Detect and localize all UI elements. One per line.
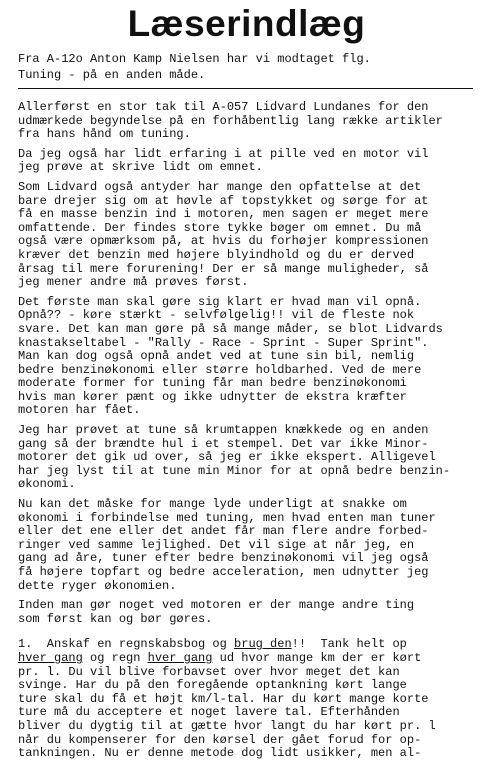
item-1-line2-mid: og regn [82,650,148,665]
paragraph-7: Inden man gør noget ved motoren er der mange andre ting som først kan og bør gøres. [18,598,415,626]
page-title: Læserindlæg [127,3,366,44]
item-1-text-start: 1. Anskaf en regnskabsbog og [18,637,235,652]
underlined-brug-den: brug den [234,637,292,652]
paragraph-6: Nu kan det måske for mange lyde underligt at snakke om økonomi i forbindelse med tuning, men hvad enten man tuner eller det ene eller det andet får man flere andre forbed- ringer ved samme lejlighed. Det vil sige at når jeg, en gang ad åre, tuner efter bedre benzinøkonomi vil jeg også få højere topfart og bedre acceleration, men udnytter jeg dette ryger økonomien. [18,497,436,593]
intro-sender-line: Fra A-12o Anton Kamp Nielsen har vi modtaget flg. [18,52,371,66]
paragraph-4: Det første man skal gøre sig klart er hvad man vil opnå. Opnå?? - køre stærkt - selvfølgelig!! vil de fleste nok svare. Det kan man gøre på så mange måder, se blot Lidvards knastakseltabel - "Rally - Race - Sprint - Super Sprint". Man kan dog også opnå andet ved at tune sin bil, nemlig bedre benzinøkonomi eller større holdbarhed. Ved de mere moderate former for tuning får man bedre benzinøkonomi hvis man kører pænt og ikke udnytter de ekstra kræfter motoren har fået. [18,294,443,418]
paragraph-5: Jeg har prøvet at tune så krumtappen knækkede og en anden gang så der brændte hul i et stempel. Det var ikke Minor- motorer det gik ud over, så jeg er ikke ekspert. Alligevel har jeg lyst til at tune min Minor for at opnå bedre benzin- økonomi. [18,423,451,492]
intro-subject-line: Tuning - på en anden måde. [18,68,206,82]
item-1-rest: pr. l. Du vil blive forbavset over hvor meget det kan svinge. Har du på den foregående optankning kørt lange ture skal du få et højt km/l-tal. Har du kørt mange korte ture må du acceptere et noget lavere tal. Efterhånden bliver du dygtig til at gætte hvor langt du har kørt pr. l når du kompenserer for den kørsel der gået forud for op- tankningen. Nu er denne metode dog lidt usikker, men al- [18,664,436,761]
numbered-item-1 [18,638,475,760]
underlined-hver-gang-1: hver gang [18,650,83,665]
paragraph-1: Allerførst en stor tak til A-057 Lidvard Lundanes for den udmærkede begyndelse på en forhåbentlig lang række artikler fra hans hånd om tuning. [18,100,443,142]
item-1-text-end: !! Tank helt op [291,637,407,652]
separator-rule [18,88,473,89]
paragraph-2: Da jeg også har lidt erfaring i at pille ved en motor vil jeg prøve at skrive lidt om emnet. [18,146,429,175]
item-1-line2-end: ud hvor mange km der er kørt [212,650,422,665]
paragraph-3: Som Lidvard også antyder har mange den opfattelse at det bare drejer sig om at høvle af topstykket og sørge for at få en masse benzin ind i motoren, men sagen er meget mere omfattende. Der findes store tykke bøger om emnet. Du må også være opmærksom på, at hvis du forhøjer kompressionen kræver det benzin med højere blyindhold og du er derved årsag til mere forurening! Der er så mange muligheder, så jeg mener andre må prøves først. [18,179,429,290]
underlined-hver-gang-2: hver gang [147,650,213,665]
